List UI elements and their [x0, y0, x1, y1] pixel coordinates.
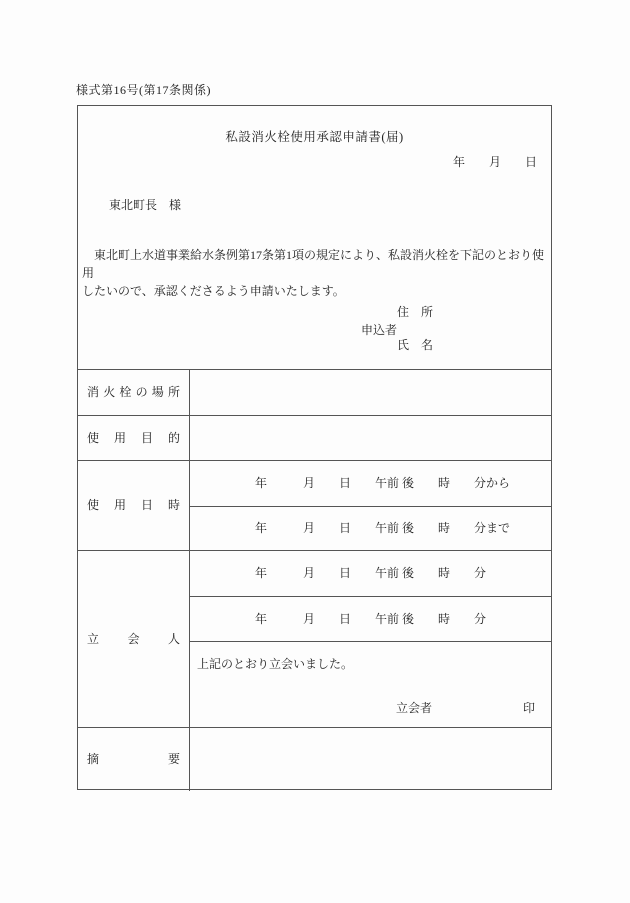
applicant-block [361, 304, 433, 354]
witness-signer-label: 立会者 [396, 701, 433, 715]
row-usage-datetime [78, 460, 551, 550]
usage-purpose-field [190, 416, 551, 460]
hydrant-location-field [190, 370, 551, 415]
usage-datetime-from-field: 年 月 日 午前 後 時 分から [190, 461, 551, 507]
row-hydrant-location [78, 370, 551, 415]
witness-note-cell [190, 642, 551, 727]
remarks-field [190, 728, 551, 791]
remarks-label: 摘要 [78, 728, 190, 791]
usage-datetime-label: 使用日時 [78, 461, 190, 550]
row-remarks [78, 727, 551, 791]
addressee: 東北町長 様 [109, 198, 182, 212]
hydrant-location-label: 消火栓の場所 [78, 370, 190, 415]
row-usage-purpose [78, 415, 551, 460]
date-placeholder-line: 年 月 日 [452, 155, 537, 169]
usage-purpose-label: 使用目的 [78, 416, 190, 460]
witness-fields [190, 551, 551, 727]
seal-label: 印 [523, 701, 536, 715]
usage-datetime-to-field: 年 月 日 午前 後 時 分まで [255, 521, 511, 535]
usage-datetime-fields [190, 461, 551, 550]
applicant-name-label: 氏 名 [397, 338, 434, 352]
form-title: 私設消火栓使用承認申請書(届) [225, 130, 404, 144]
witness-label: 立会人 [78, 551, 190, 727]
witness-note-text: 上記のとおり立会いました。 [197, 657, 354, 671]
application-body [82, 246, 548, 300]
applicant-lines [397, 304, 433, 354]
witness-datetime-2-field: 年 月 日 午前 後 時 分 [190, 597, 551, 642]
body-line-2: したいので、承認くださるよう申請いたします。 [82, 284, 345, 298]
body-line-1: 東北町上水道事業給水条例第17条第1項の規定により、私設消火栓を下記のとおり使用 [82, 248, 545, 280]
applicant-address-label: 住 所 [397, 305, 434, 319]
witness-datetime-1-field: 年 月 日 午前 後 時 分 [190, 551, 551, 597]
form-code: 様式第16号(第17条関係) [76, 83, 211, 97]
form-table [78, 369, 551, 791]
form-box [77, 105, 552, 790]
row-witness [78, 550, 551, 727]
applicant-label: 申込者 [361, 322, 398, 337]
